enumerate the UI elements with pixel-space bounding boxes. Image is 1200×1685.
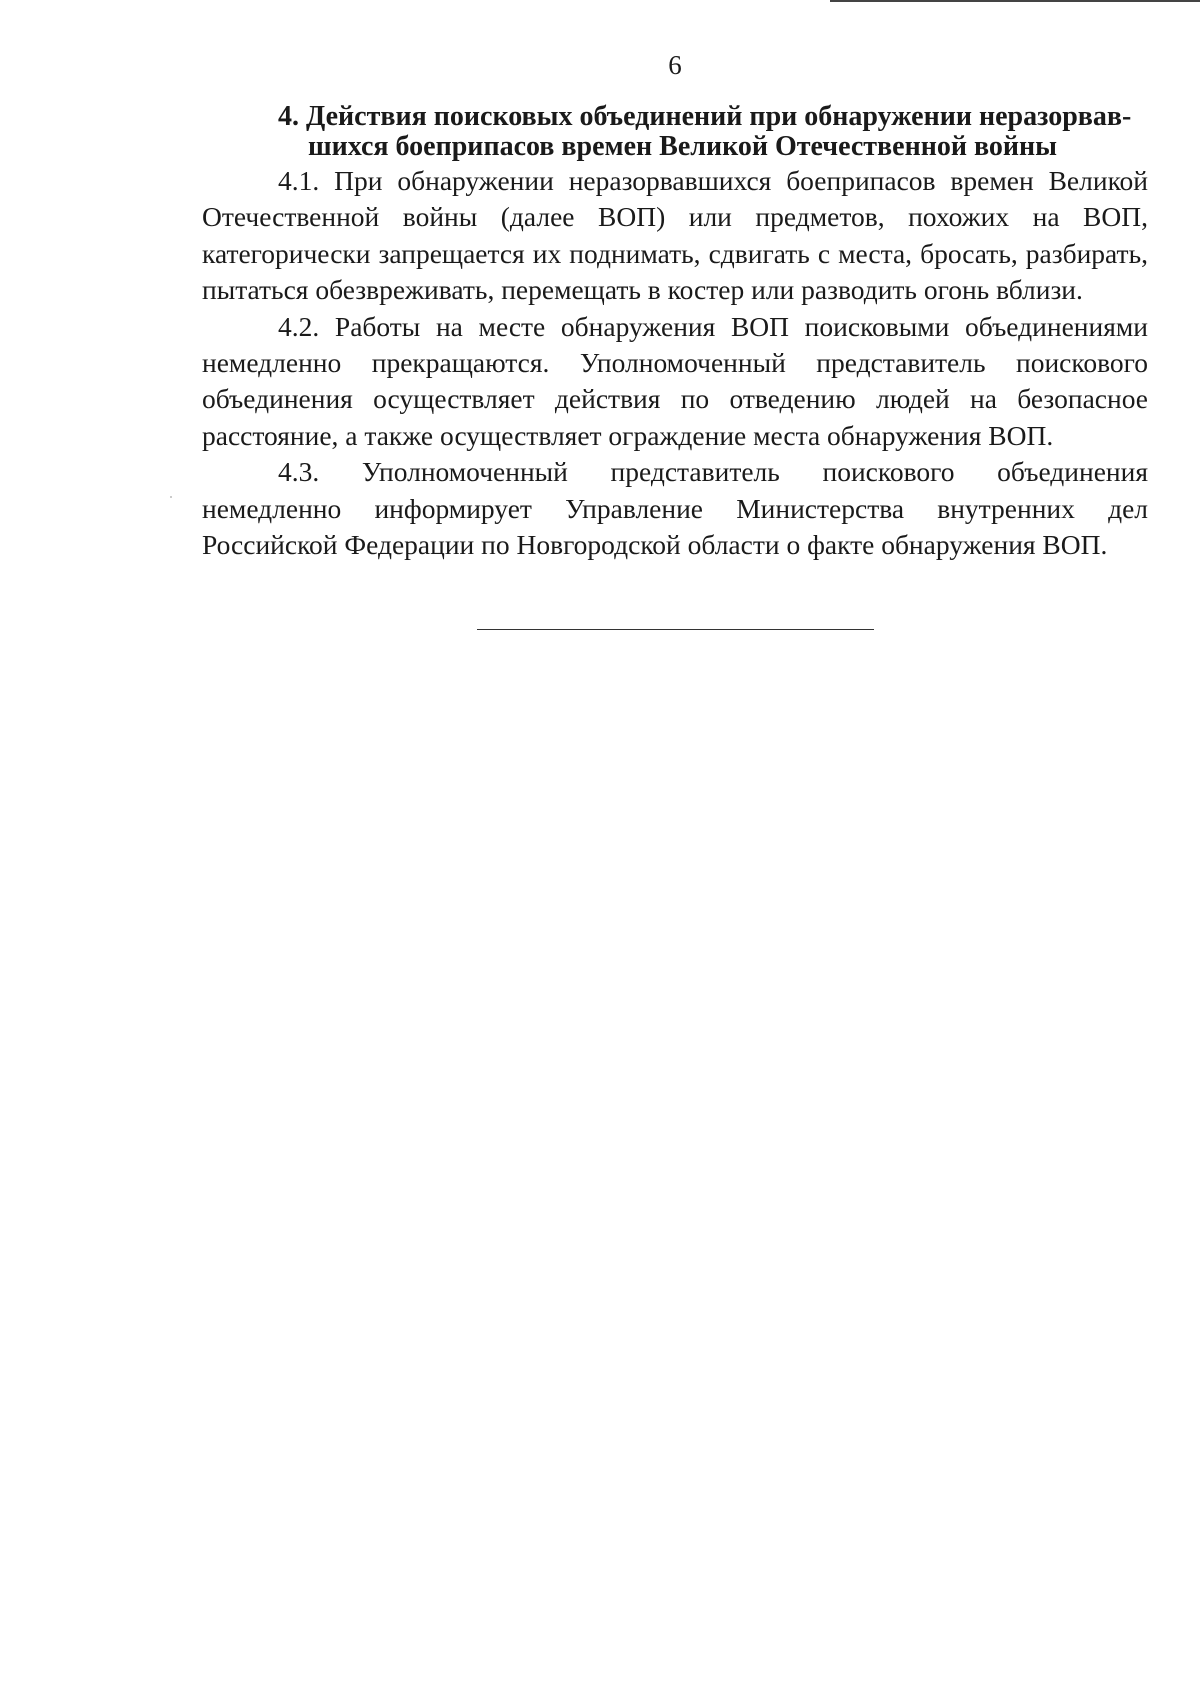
section-heading — [278, 102, 1158, 162]
page-number: 6 — [668, 50, 682, 80]
top-edge-rule — [830, 0, 1200, 2]
paragraph-4-2: 4.2. Работы на месте обнаружения ВОП поисковыми объединениями немедленно прекращаются. Уполномоченный представитель поискового объединения осуществляет действия по отведению людей на безопасное расстояние, а также осуществляет ограждение места обнаружения ВОП. — [202, 310, 1148, 451]
section-heading-line-2: шихся боеприпасов времен Великой Отечественной войны — [308, 131, 1058, 162]
section-heading-line-1: 4. Действия поисковых объединений при обнаружении неразорвав- — [278, 101, 1132, 132]
paragraph-4-1: 4.1. При обнаружении неразорвавшихся боеприпасов времен Великой Отечественной войны (далее ВОП) или предметов, похожих на ВОП, категорически запрещается их поднимать, сдвигать с места, бросать, разбирать, пытаться обезвреживать, перемещать в костер или разводить огонь вблизи. — [202, 165, 1148, 306]
section-body — [202, 163, 1148, 563]
paragraph-4-3: 4.3. Уполномоченный представитель поискового объединения немедленно информирует Управление Министерства внутренних дел Российской Федерации по Новгородской области о факте обнаружения ВОП. — [202, 456, 1148, 561]
end-of-section-rule — [477, 629, 874, 630]
scan-speck — [170, 496, 172, 498]
